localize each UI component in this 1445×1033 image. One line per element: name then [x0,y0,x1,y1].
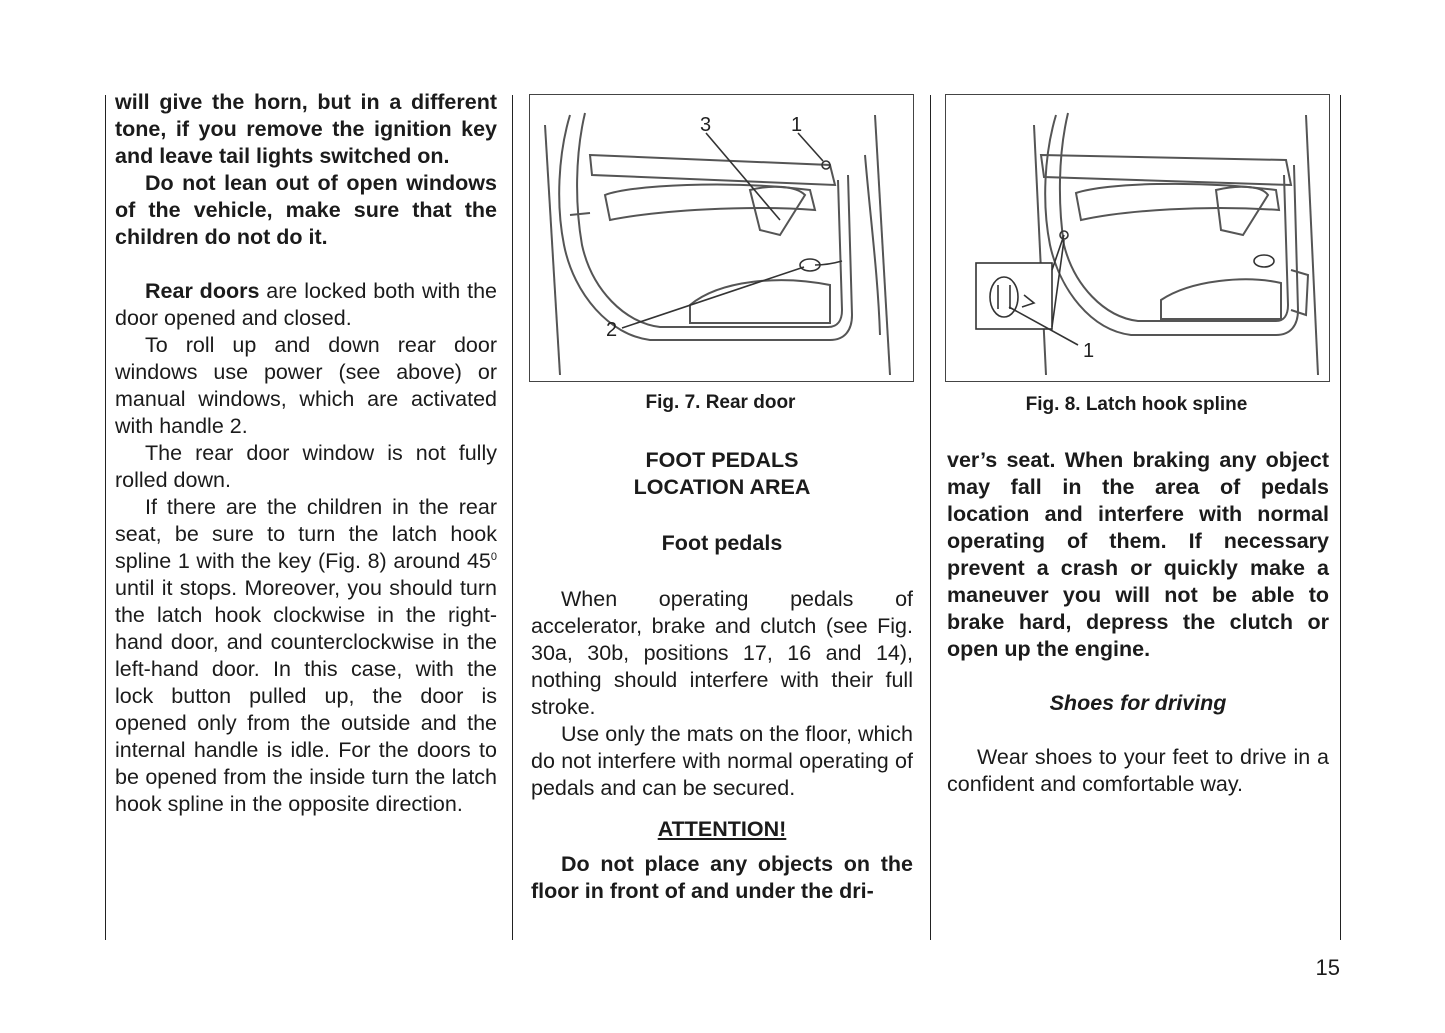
column-rule-mid-2 [930,95,931,940]
figure-7-callout-2: 2 [606,319,618,341]
figure-8-latch-hook-spline [945,94,1330,382]
column-rule-right [1340,95,1341,940]
warning-lean-text: Do not lean out of open windows of the vehicle, make sure that the children do not do it. [115,171,497,249]
operating-pedals-paragraph: When operating pedals of accelerator, brake and clutch (see Fig. 30a, 30b, positions 17, 16 and 14), nothing should interfere with their full stroke. [531,587,913,719]
roll-windows-paragraph: To roll up and down rear door windows use power (see above) or manual windows, which are activated with handle 2. [115,333,497,438]
children-paragraph [115,494,497,818]
column-1 [115,89,497,818]
shoes-for-driving-subheading: Shoes for driving [1049,691,1227,715]
figure-8-caption: Fig. 8. Latch hook spline [1025,394,1248,415]
warning-objects-continued: ver’s seat. When braking any object may fall in the area of pedals location and interfere with normal operating of them. If necessary prevent a crash or quickly make a maneuver you will not be able to brake hard, depress the clutch or open up the engine. [947,448,1329,661]
latch-hook-spline-illustration [946,95,1329,381]
figure-7-callout-3: 3 [700,114,712,136]
column-rule-mid-1 [512,95,513,940]
not-fully-paragraph: The rear door window is not fully rolled down. [115,441,497,492]
figure-7-caption: Fig. 7. Rear door [645,392,796,413]
column-rule-left [105,95,106,940]
rear-door-illustration [530,95,913,381]
column-2 [531,447,913,905]
warning-objects-start: Do not place any objects on the floor in front of and under the dri- [531,852,913,903]
shoes-paragraph: Wear shoes to your feet to drive in a confident and comfortable way. [947,745,1329,796]
rear-doors-text: are locked both with the door opened and closed. [115,279,497,330]
figure-8-callout-1: 1 [1083,340,1095,362]
warning-horn-text: will give the horn, but in a different tone, if you remove the ignition key and leave tail lights switched on. [115,90,497,168]
floor-mats-paragraph: Use only the mats on the floor, which do not interfere with normal operating of pedals and can be secured. [531,722,913,800]
rear-doors-paragraph [115,278,497,332]
foot-pedals-subheading: Foot pedals [661,531,783,555]
section-heading-foot-pedals-line-1: FOOT PEDALS [645,448,799,472]
section-heading-foot-pedals-line-2: LOCATION AREA [633,475,811,499]
rear-doors-term: Rear doors [145,279,260,303]
figure-7-callout-1: 1 [791,114,803,136]
column-3 [947,447,1329,798]
page-number: 15 [1315,955,1340,980]
attention-heading: ATTENTION! [657,817,787,841]
children-text-b: until it stops. Moreover, you should turn the latch hook clockwise in the right-hand door, and counterclockwise in the left-hand door. In this case, with the lock button pulled up, the door is opened only from the outside and the internal handle is idle. For the doors to be opened from the inside turn the latch hook spline in the opposite direction. [115,576,497,816]
degree-mark: 0 [490,550,497,563]
figure-7-rear-door [529,94,914,382]
children-text-a: If there are the children in the rear seat, be sure to turn the latch hook spline 1 with the key (Fig. 8) around 45 [115,495,497,573]
